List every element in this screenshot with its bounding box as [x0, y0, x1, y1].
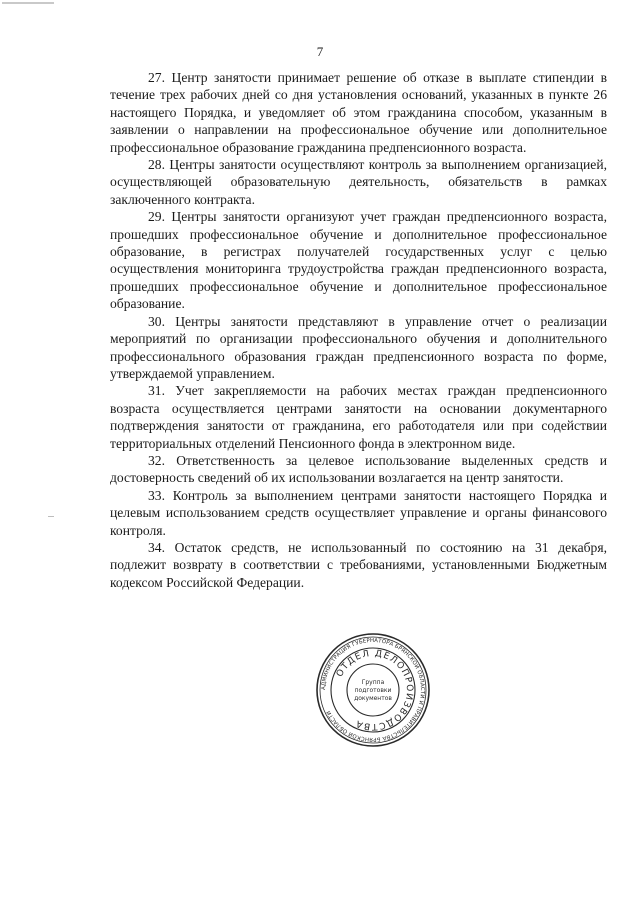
stamp-center-line-2: подготовки [354, 687, 392, 694]
paragraph-30: 30. Центры занятости представляют в управление отчет о реализации мероприятий по организации профессионального обучения и дополнительного профессионального образования граждан предпенсионного возраста по форме, утверждаемой управлением. [110, 313, 607, 381]
stamp-middle-text: ОТДЕЛ ДЕЛОПРОИЗВОДСТВА [335, 648, 415, 732]
page-number: 7 [316, 44, 324, 59]
paragraph-27: 27. Центр занятости принимает решение об отказе в выплате стипендии в течение трех рабочих дней со дня установления оснований, указанных в пункте 26 настоящего Порядка, и уведомляет об этом гражданина способом, указанным в заявлении о направлении на профессиональное обучение или дополнительное профессиональное образование гражданина предпенсионного возраста. [110, 70, 607, 155]
stamp-outer-text: АДМИНИСТРАЦИЯ ГУБЕРНАТОРА БРЯНСКОЙ ОБЛАСТИ И ПРАВИТЕЛЬСТВА БРЯНСКОЙ ОБЛАСТИ [320, 637, 426, 743]
paragraph-29: 29. Центры занятости организуют учет граждан предпенсионного возраста, прошедших профессиональное обучение и дополнительное профессиональное образование, в регистрах получателей государственных услуг с целью осуществления мониторинга трудоустройства граждан предпенсионного возраста, прошедших профессиональное обучение и дополнительное профессиональное образование. [110, 209, 607, 312]
stamp-center-line-1: Группа [361, 679, 385, 686]
paragraph-31: 31. Учет закрепляемости на рабочих местах граждан предпенсионного возраста осуществляется центрами занятости на основании документарного подтверждения занятости от гражданина, его работодателя или при содействии территориальных отделений Пенсионного фонда в электронном виде. [110, 383, 607, 451]
paragraph-34: 34. Остаток средств, не использованный по состоянию на 31 декабря, подлежит возврату в соответствии с требованиями, установленными Бюджетным кодексом Российской Федерации. [110, 539, 607, 590]
paragraph-32: 32. Ответственность за целевое использование выделенных средств и достоверность сведений об их использовании возлагается на центр занятости. [110, 452, 607, 486]
stamp-seal-icon [315, 632, 431, 748]
document-body [110, 69, 607, 591]
scan-edge-mark [2, 2, 54, 4]
official-stamp [315, 632, 431, 748]
stamp-center-line-3: документов [354, 695, 392, 702]
paragraph-28: 28. Центры занятости осуществляют контроль за выполнением организацией, осуществляющей образовательную деятельность, обязательств в рамках заключенного контракта. [110, 157, 607, 207]
scan-margin-mark [48, 516, 54, 517]
paragraph-33: 33. Контроль за выполнением центрами занятости настоящего Порядка и целевым использованием средств осуществляет управление и органы финансового контроля. [110, 487, 607, 538]
